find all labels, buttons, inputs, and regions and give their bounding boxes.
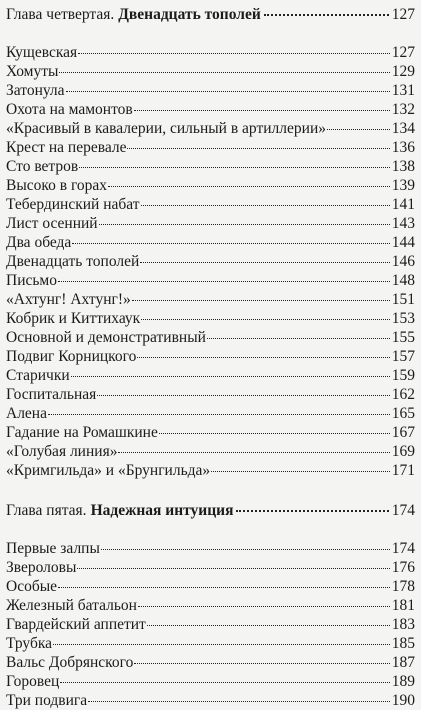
chapter-label: Глава пятая.: [6, 502, 87, 519]
entry-title: Кущевская: [6, 44, 78, 61]
leader-dots: [60, 682, 389, 683]
entry-page-number: 176: [391, 559, 415, 576]
entry-title: Сто ветров: [6, 158, 79, 175]
toc-entry[interactable]: [6, 385, 415, 404]
entry-title: Два обеда: [6, 234, 72, 251]
entry-page-number: 183: [391, 616, 415, 633]
entry-title: Лист осенний: [6, 215, 98, 232]
toc-entry[interactable]: [6, 596, 415, 615]
entry-title: Охота на мамонтов: [6, 101, 133, 118]
toc-entry[interactable]: [6, 233, 415, 252]
toc-entry[interactable]: [6, 615, 415, 634]
toc-entry[interactable]: [6, 43, 415, 62]
leader-dots: [77, 568, 389, 569]
chapter-page-number: 127: [391, 6, 415, 23]
entry-page-number: 174: [391, 540, 415, 557]
leader-dots: [88, 701, 390, 702]
entry-title: Три подвига: [6, 692, 88, 709]
toc-entry[interactable]: [6, 252, 415, 271]
entry-title: Трубка: [6, 635, 53, 652]
entry-page-number: 136: [391, 139, 415, 156]
entry-page-number: 139: [391, 177, 415, 194]
leader-dots: [134, 110, 390, 111]
leader-dots: [140, 262, 389, 263]
entry-page-number: 141: [391, 196, 415, 213]
toc-entry[interactable]: [6, 442, 415, 461]
entry-page-number: 138: [391, 158, 415, 175]
toc-entry[interactable]: [6, 672, 415, 691]
entry-title: Письмо: [6, 272, 57, 289]
leader-dots: [58, 587, 390, 588]
leader-dots: [79, 167, 390, 168]
leader-dots: [59, 72, 389, 73]
entry-page-number: 132: [391, 101, 415, 118]
toc-entry[interactable]: [6, 558, 415, 577]
entry-page-number: 134: [391, 120, 415, 137]
entry-title: «Красивый в кавалерии, сильный в артиллерии»: [6, 120, 326, 137]
toc-entry[interactable]: [6, 539, 415, 558]
entry-page-number: 148: [391, 272, 415, 289]
toc-entry[interactable]: [6, 366, 415, 385]
chapter-label: Глава четвертая.: [6, 6, 115, 23]
entry-page-number: 181: [391, 597, 415, 614]
chapter-page-number: 174: [391, 502, 415, 519]
entry-title: Особые: [6, 578, 58, 595]
toc-entry[interactable]: [6, 634, 415, 653]
entry-page-number: 178: [391, 578, 415, 595]
leader-dots: [108, 186, 390, 187]
leader-dots: [159, 433, 390, 434]
toc-entry[interactable]: [6, 461, 415, 480]
entry-title: Звероловы: [6, 559, 77, 576]
entry-list: [6, 539, 415, 710]
entry-title: Алена: [6, 405, 47, 422]
toc-entry[interactable]: [6, 653, 415, 672]
entry-title: Старички: [6, 367, 70, 384]
leader-dots: [101, 549, 390, 550]
entry-page-number: 151: [391, 291, 415, 308]
toc-entry[interactable]: [6, 138, 415, 157]
entry-title: Первые залпы: [6, 540, 100, 557]
leader-dots: [147, 625, 390, 626]
entry-title: Госпитальная: [6, 386, 97, 403]
leader-dots: [236, 510, 388, 512]
leader-dots: [97, 395, 389, 396]
entry-title: Вальс Добрянского: [6, 654, 134, 671]
toc-entry[interactable]: [6, 214, 415, 233]
entry-list: [6, 43, 415, 480]
toc-entry[interactable]: [6, 347, 415, 366]
entry-page-number: 143: [391, 215, 415, 232]
entry-page-number: 171: [391, 462, 415, 479]
leader-dots: [127, 148, 389, 149]
leader-dots: [264, 14, 389, 16]
toc-entry[interactable]: [6, 62, 415, 81]
entry-title: Крест на перевале: [6, 139, 127, 156]
toc-entry[interactable]: [6, 100, 415, 119]
leader-dots: [99, 224, 390, 225]
leader-dots: [327, 129, 390, 130]
entry-page-number: 131: [391, 82, 415, 99]
chapter-heading: [6, 4, 415, 25]
leader-dots: [78, 53, 390, 54]
toc-entry[interactable]: [6, 691, 415, 710]
entry-page-number: 185: [391, 635, 415, 652]
entry-title: «Ахтунг! Ахтунг!»: [6, 291, 131, 308]
leader-dots: [132, 300, 390, 301]
entry-title: Гадание на Ромашкине: [6, 424, 158, 441]
leader-dots: [141, 319, 390, 320]
entry-page-number: 169: [391, 443, 415, 460]
leader-dots: [71, 376, 390, 377]
entry-page-number: 144: [391, 234, 415, 251]
entry-page-number: 157: [391, 348, 415, 365]
entry-title: Железный батальон: [6, 597, 137, 614]
leader-dots: [207, 338, 390, 339]
leader-dots: [48, 414, 390, 415]
leader-dots: [53, 644, 390, 645]
entry-title: «Кримгильда» и «Брунгильда»: [6, 462, 211, 479]
entry-title: Основной и демонстративный: [6, 329, 206, 346]
entry-page-number: 153: [391, 310, 415, 327]
entry-page-number: 159: [391, 367, 415, 384]
chapter-heading: [6, 500, 415, 521]
leader-dots: [211, 471, 390, 472]
toc-entry[interactable]: [6, 119, 415, 138]
leader-dots: [118, 452, 389, 453]
entry-title: Кобрик и Киттихаук: [6, 310, 141, 327]
leader-dots: [138, 606, 390, 607]
entry-page-number: 129: [391, 63, 415, 80]
entry-page-number: 189: [391, 673, 415, 690]
leader-dots: [72, 243, 389, 244]
entry-title: Гвардейский аппетит: [6, 616, 146, 633]
entry-page-number: 190: [391, 692, 415, 709]
entry-page-number: 187: [391, 654, 415, 671]
entry-title: Горовец: [6, 673, 60, 690]
entry-title: «Голубая линия»: [6, 443, 118, 460]
toc-entry[interactable]: [6, 157, 415, 176]
entry-page-number: 127: [391, 44, 415, 61]
toc-entry[interactable]: [6, 577, 415, 596]
toc-entry[interactable]: [6, 309, 415, 328]
entry-title: Тебердинский набат: [6, 196, 140, 213]
entry-page-number: 155: [391, 329, 415, 346]
toc-entry[interactable]: [6, 176, 415, 195]
entry-title: Затонула: [6, 82, 65, 99]
entry-title: Хомуты: [6, 63, 59, 80]
toc-entry[interactable]: [6, 195, 415, 214]
toc-entry[interactable]: [6, 423, 415, 442]
entry-page-number: 167: [391, 424, 415, 441]
entry-title: Двенадцать тополей: [6, 253, 140, 270]
entry-title: Подвиг Корницкого: [6, 348, 137, 365]
toc-entry[interactable]: [6, 290, 415, 309]
chapter-title: Надежная интуиция: [90, 502, 234, 519]
entry-page-number: 146: [391, 253, 415, 270]
leader-dots: [134, 663, 389, 664]
leader-dots: [137, 357, 389, 358]
entry-title: Высоко в горах: [6, 177, 108, 194]
leader-dots: [58, 281, 390, 282]
chapter-title: Двенадцать тополей: [118, 6, 261, 23]
toc-entry[interactable]: [6, 404, 415, 423]
leader-dots: [66, 91, 390, 92]
entry-page-number: 162: [391, 386, 415, 403]
toc-entry[interactable]: [6, 271, 415, 290]
toc-entry[interactable]: [6, 328, 415, 347]
leader-dots: [141, 205, 390, 206]
toc-entry[interactable]: [6, 81, 415, 100]
entry-page-number: 165: [391, 405, 415, 422]
